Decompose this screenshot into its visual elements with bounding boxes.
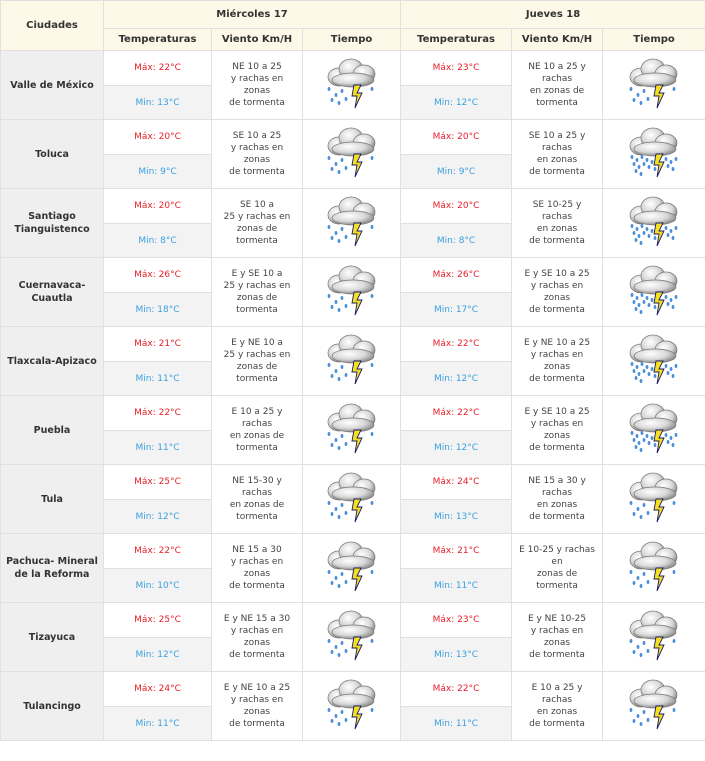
city-name: Tizayuca bbox=[1, 603, 104, 672]
city-name: Tulancingo bbox=[1, 672, 104, 741]
wind-text: E y SE 10 a 25 y rachas en zonas de tormenta bbox=[512, 258, 603, 327]
header-wind: Viento Km/H bbox=[512, 29, 603, 51]
temp-min: Min: 11°C bbox=[104, 362, 212, 396]
temp-min: Min: 12°C bbox=[104, 500, 212, 534]
thunderstorm-icon bbox=[324, 469, 380, 525]
table-row bbox=[1, 603, 705, 638]
temp-min: Min: 18°C bbox=[104, 293, 212, 327]
wind-text: SE 10 a 25 y rachas en zonas de tormenta bbox=[212, 189, 303, 258]
city-name: Tlaxcala-Apizaco bbox=[1, 327, 104, 396]
temp-max: Máx: 24°C bbox=[104, 672, 212, 707]
header-day-2: Jueves 18 bbox=[401, 1, 705, 29]
wind-text: E 10 a 25 y rachas en zonas de tormenta bbox=[512, 672, 603, 741]
city-name: Tula bbox=[1, 465, 104, 534]
wind-text: SE 10 a 25 y rachas en zonas de tormenta bbox=[212, 120, 303, 189]
weather-icon-cell bbox=[303, 120, 401, 189]
weather-icon-cell bbox=[303, 189, 401, 258]
temp-min: Min: 11°C bbox=[401, 707, 512, 741]
thunderstorm-icon bbox=[626, 538, 682, 594]
temp-max: Máx: 23°C bbox=[401, 603, 512, 638]
temp-max: Máx: 22°C bbox=[401, 672, 512, 707]
wind-text: E 10-25 y rachas en zonas de tormenta bbox=[512, 534, 603, 603]
thunderstorm-icon bbox=[626, 676, 682, 732]
header-weather: Tiempo bbox=[303, 29, 401, 51]
weather-icon-cell bbox=[603, 396, 705, 465]
temp-max: Máx: 20°C bbox=[401, 120, 512, 155]
thunderstorm-icon bbox=[324, 55, 380, 111]
thunderstorm-icon bbox=[626, 400, 682, 456]
temp-min: Min: 11°C bbox=[104, 431, 212, 465]
header-temperatures: Temperaturas bbox=[401, 29, 512, 51]
temp-max: Máx: 22°C bbox=[104, 51, 212, 86]
thunderstorm-icon bbox=[626, 124, 682, 180]
thunderstorm-icon bbox=[324, 676, 380, 732]
header-wind: Viento Km/H bbox=[212, 29, 303, 51]
table-row bbox=[1, 258, 705, 293]
wind-text: E y NE 10 a 25 y rachas en zonas de tormenta bbox=[212, 327, 303, 396]
header-temperatures: Temperaturas bbox=[104, 29, 212, 51]
temp-min: Min: 8°C bbox=[104, 224, 212, 258]
wind-text: E 10 a 25 y rachas en zonas de tormenta bbox=[212, 396, 303, 465]
temp-max: Máx: 21°C bbox=[401, 534, 512, 569]
table-row bbox=[1, 51, 705, 86]
temp-max: Máx: 20°C bbox=[401, 189, 512, 224]
weather-icon-cell bbox=[303, 258, 401, 327]
thunderstorm-icon bbox=[324, 538, 380, 594]
temp-max: Máx: 25°C bbox=[104, 465, 212, 500]
city-name: Valle de México bbox=[1, 51, 104, 120]
thunderstorm-icon bbox=[626, 262, 682, 318]
temp-min: Min: 9°C bbox=[401, 155, 512, 189]
thunderstorm-icon bbox=[324, 607, 380, 663]
weather-icon-cell bbox=[303, 327, 401, 396]
weather-icon-cell bbox=[303, 534, 401, 603]
temp-max: Máx: 26°C bbox=[401, 258, 512, 293]
weather-icon-cell bbox=[303, 603, 401, 672]
temp-min: Min: 11°C bbox=[104, 707, 212, 741]
city-name: Cuernavaca-Cuautla bbox=[1, 258, 104, 327]
table-row bbox=[1, 327, 705, 362]
wind-text: E y NE 10-25 y rachas en zonas de tormenta bbox=[512, 603, 603, 672]
table-row bbox=[1, 189, 705, 224]
wind-text: E y NE 10 a 25 y rachas en zonas de tormenta bbox=[212, 672, 303, 741]
weather-icon-cell bbox=[603, 672, 705, 741]
wind-text: NE 10 a 25 y rachas en zonas de tormenta bbox=[212, 51, 303, 120]
header-weather: Tiempo bbox=[603, 29, 705, 51]
table-row bbox=[1, 120, 705, 155]
thunderstorm-icon bbox=[324, 331, 380, 387]
temp-min: Min: 12°C bbox=[104, 638, 212, 672]
temp-max: Máx: 25°C bbox=[104, 603, 212, 638]
temp-max: Máx: 22°C bbox=[104, 534, 212, 569]
header-cities: Ciudades bbox=[1, 1, 104, 51]
temp-min: Min: 17°C bbox=[401, 293, 512, 327]
temp-min: Min: 12°C bbox=[401, 431, 512, 465]
table-row bbox=[1, 465, 705, 500]
thunderstorm-icon bbox=[626, 607, 682, 663]
weather-icon-cell bbox=[603, 258, 705, 327]
wind-text: NE 10 a 25 y rachas en zonas de tormenta bbox=[512, 51, 603, 120]
temp-max: Máx: 23°C bbox=[401, 51, 512, 86]
wind-text: E y NE 15 a 30 y rachas en zonas de tormenta bbox=[212, 603, 303, 672]
temp-min: Min: 13°C bbox=[401, 500, 512, 534]
temp-max: Máx: 24°C bbox=[401, 465, 512, 500]
weather-icon-cell bbox=[603, 51, 705, 120]
wind-text: SE 10-25 y rachas en zonas de tormenta bbox=[512, 189, 603, 258]
temp-max: Máx: 26°C bbox=[104, 258, 212, 293]
temp-max: Máx: 22°C bbox=[401, 396, 512, 431]
weather-icon-cell bbox=[303, 672, 401, 741]
temp-min: Min: 13°C bbox=[104, 86, 212, 120]
temp-max: Máx: 22°C bbox=[104, 396, 212, 431]
table-row bbox=[1, 396, 705, 431]
temp-min: Min: 11°C bbox=[401, 569, 512, 603]
temp-max: Máx: 21°C bbox=[104, 327, 212, 362]
temp-min: Min: 8°C bbox=[401, 224, 512, 258]
weather-icon-cell bbox=[603, 327, 705, 396]
temp-max: Máx: 20°C bbox=[104, 120, 212, 155]
city-name: Santiago Tianguistenco bbox=[1, 189, 104, 258]
temp-min: Min: 12°C bbox=[401, 86, 512, 120]
wind-text: NE 15 a 30 y rachas en zonas de tormenta bbox=[512, 465, 603, 534]
temp-max: Máx: 20°C bbox=[104, 189, 212, 224]
weather-icon-cell bbox=[603, 120, 705, 189]
table-row bbox=[1, 534, 705, 569]
temp-min: Min: 13°C bbox=[401, 638, 512, 672]
weather-icon-cell bbox=[303, 396, 401, 465]
weather-icon-cell bbox=[603, 534, 705, 603]
temp-min: Min: 12°C bbox=[401, 362, 512, 396]
thunderstorm-icon bbox=[324, 124, 380, 180]
city-name: Pachuca- Mineral de la Reforma bbox=[1, 534, 104, 603]
weather-icon-cell bbox=[303, 51, 401, 120]
city-name: Toluca bbox=[1, 120, 104, 189]
temp-min: Min: 9°C bbox=[104, 155, 212, 189]
wind-text: SE 10 a 25 y rachas en zonas de tormenta bbox=[512, 120, 603, 189]
thunderstorm-icon bbox=[626, 55, 682, 111]
weather-icon-cell bbox=[303, 465, 401, 534]
thunderstorm-icon bbox=[324, 262, 380, 318]
thunderstorm-icon bbox=[324, 193, 380, 249]
weather-icon-cell bbox=[603, 465, 705, 534]
wind-text: E y SE 10 a 25 y rachas en zonas de tormenta bbox=[512, 396, 603, 465]
city-name: Puebla bbox=[1, 396, 104, 465]
wind-text: NE 15 a 30 y rachas en zonas de tormenta bbox=[212, 534, 303, 603]
temp-max: Máx: 22°C bbox=[401, 327, 512, 362]
wind-text: E y SE 10 a 25 y rachas en zonas de tormenta bbox=[212, 258, 303, 327]
table-row bbox=[1, 672, 705, 707]
weather-icon-cell bbox=[603, 603, 705, 672]
wind-text: E y NE 10 a 25 y rachas en zonas de tormenta bbox=[512, 327, 603, 396]
temp-min: Min: 10°C bbox=[104, 569, 212, 603]
thunderstorm-icon bbox=[626, 469, 682, 525]
thunderstorm-icon bbox=[626, 331, 682, 387]
header-day-1: Miércoles 17 bbox=[104, 1, 401, 29]
thunderstorm-icon bbox=[626, 193, 682, 249]
wind-text: NE 15-30 y rachas en zonas de tormenta bbox=[212, 465, 303, 534]
thunderstorm-icon bbox=[324, 400, 380, 456]
weather-icon-cell bbox=[603, 189, 705, 258]
